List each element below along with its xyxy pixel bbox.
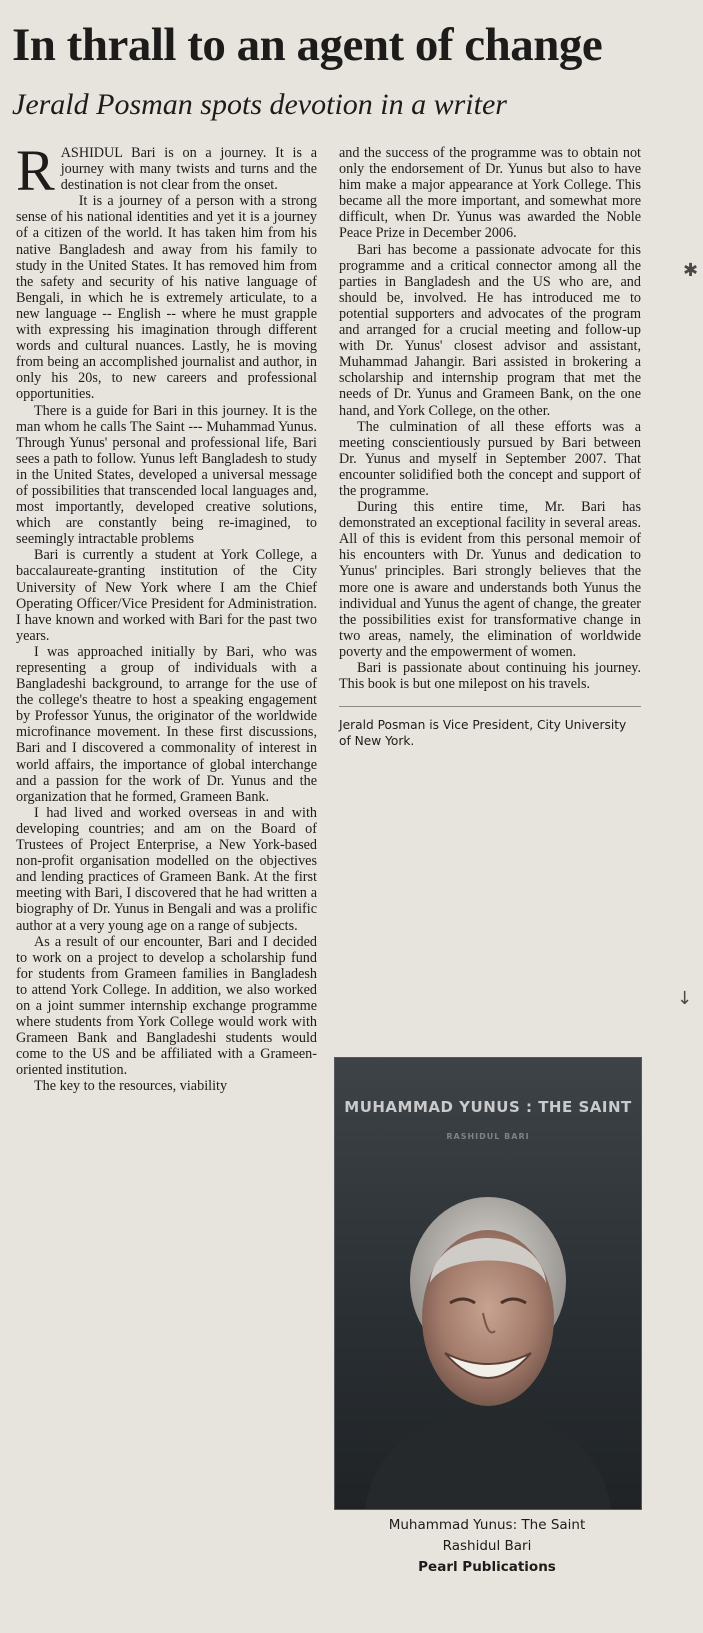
- author-byline: Jerald Posman is Vice President, City University of New York.: [339, 718, 627, 749]
- article-paragraph: Bari is passionate about continuing his journey. This book is but one milepost on his travels.: [339, 660, 641, 693]
- article-paragraph: During this entire time, Mr. Bari has demonstrated an exceptional facility in several areas. All of this is evident from this personal memoir of his encounters with Dr. Yunus and dedication to Yunus' principles. Bari strongly believes that the more one is aware and understands both Yunus the individual and Yunus the agent of change, the greater the possibilities exist for transformative change in two areas, namely, the elimination of worldwide poverty and the empowerment of women.: [339, 499, 641, 660]
- headline: In thrall to an agent of change: [12, 19, 603, 71]
- star-mark-icon: ✱: [683, 260, 699, 281]
- article-paragraph: and the success of the programme was to obtain not only the endorsement of Dr. Yunus but also to have him make a major appearance at York College. This became all the more important, and somewhat more difficult, when Dr. Yunus was awarded the Noble Peace Prize in December 2006.: [339, 145, 641, 242]
- article-paragraph: The key to the resources, viability: [34, 1078, 228, 1095]
- byline-divider: [339, 706, 641, 707]
- article-paragraph: Bari is currently a student at York College, a baccalaureate-granting institution of the City University of New York where I am the Chief Operating Officer/Vice President for Administration. I have known and worked with Bari for the past two years.: [16, 547, 317, 644]
- article-paragraph: I had lived and worked overseas in and with developing countries; and am on the Board of Trustees of Project Enterprise, a New York-based non-profit organisation modelled on the objectives and lending practices of Grameen Bank. At the first meeting with Bari, I discovered that he had written a biography of Dr. Yunus in Bengali and was a prolific author at a very young age on a range of subjects.: [16, 804, 317, 934]
- article-paragraph: There is a guide for Bari in this journey. It is the man whom he calls The Saint --- Muhammad Yunus. Through Yunus' personal and professional life, Bari sees a path to follow. Yunus left Bangladesh to study in the United States, developed a universal message of possibilities that transcended local languages and, most importantly, developed creative solutions, which are constantly being re-imagined, to seemingly intractable problems: [16, 402, 317, 548]
- article-paragraph: I was approached initially by Bari, who was representing a group of individuals with a Bangladeshi background, to arrange for the use of the college's theatre to host a speaking engagement by Professor Yunus, the originator of the worldwide microfinance movement. In these first discussions, Bari and I discovered a commonality of interest in world affairs, the importance of global interchange and a passion for the work of Dr. Yunus and the organization that he formed, Grameen Bank.: [16, 643, 317, 805]
- drop-cap: R: [16, 138, 55, 203]
- arrow-mark-icon: ↓: [677, 988, 693, 1009]
- book-cover-title: MUHAMMAD YUNUS : THE SAINT: [344, 1098, 632, 1116]
- article-paragraph: Bari has become a passionate advocate for this programme and a critical connector among all the parties in Bangladesh and the US who are, and should be, involved. He has introduced me to potential supporters and advocates of the program and arranged for a crucial meeting and follow-up with Dr. Yunus' closest advisor and assistant, Muhammad Jahangir. Bari assisted in brokering a scholarship and internship program that met the needs of Dr. Yunus and Grameen Bank, on the one hand, and York College, on the other.: [339, 241, 641, 419]
- article-paragraph: It is a journey of a person with a strong sense of his national identities and yet it is a journey of a citizen of the world. It has taken him from his native Bangladesh and away from his family to study in the United States. It has removed him from the safety and security of his native language of Bengali, in which he is extremely articulate, to a new language -- English -- where he must grapple with expressing his imagination through different words and cultural nuances. Lastly, he is moving from being an accomplished journalist and author, in only his 20s, to new careers and professional opportunities.: [16, 193, 317, 403]
- article-column-right: [339, 145, 641, 749]
- book-cover-author: RASHIDUL BARI: [446, 1132, 530, 1141]
- article-paragraph: The culmination of all these efforts was a meeting conscientiously pursued by Bari between Dr. Yunus and myself in September 2007. That encounter solidified both the concept and support of the programme.: [339, 418, 641, 499]
- caption-author: Rashidul Bari: [442, 1538, 532, 1554]
- book-cover-image: [334, 1057, 642, 1510]
- subheadline: Jerald Posman spots devotion in a writer: [12, 88, 507, 121]
- article-column-left: [16, 138, 317, 1095]
- portrait-photo: [335, 1153, 641, 1509]
- caption-publisher: Pearl Publications: [418, 1559, 556, 1575]
- article-paragraph: RASHIDUL Bari is on a journey. It is a journey with many twists and turns and the destination is not clear from the onset.: [16, 138, 317, 203]
- article-paragraph: As a result of our encounter, Bari and I decided to work on a project to develop a scholarship fund for students from Grameen families in Bangladesh to attend York College. In addition, we also worked on a joint summer internship exchange programme where students from York College would work with Grameen Bank and Bangladeshi students would come to the US and be affiliated with a Grameen-oriented institution.: [16, 933, 317, 1079]
- caption-title: Muhammad Yunus: The Saint: [388, 1517, 586, 1533]
- book-caption: [334, 1515, 640, 1578]
